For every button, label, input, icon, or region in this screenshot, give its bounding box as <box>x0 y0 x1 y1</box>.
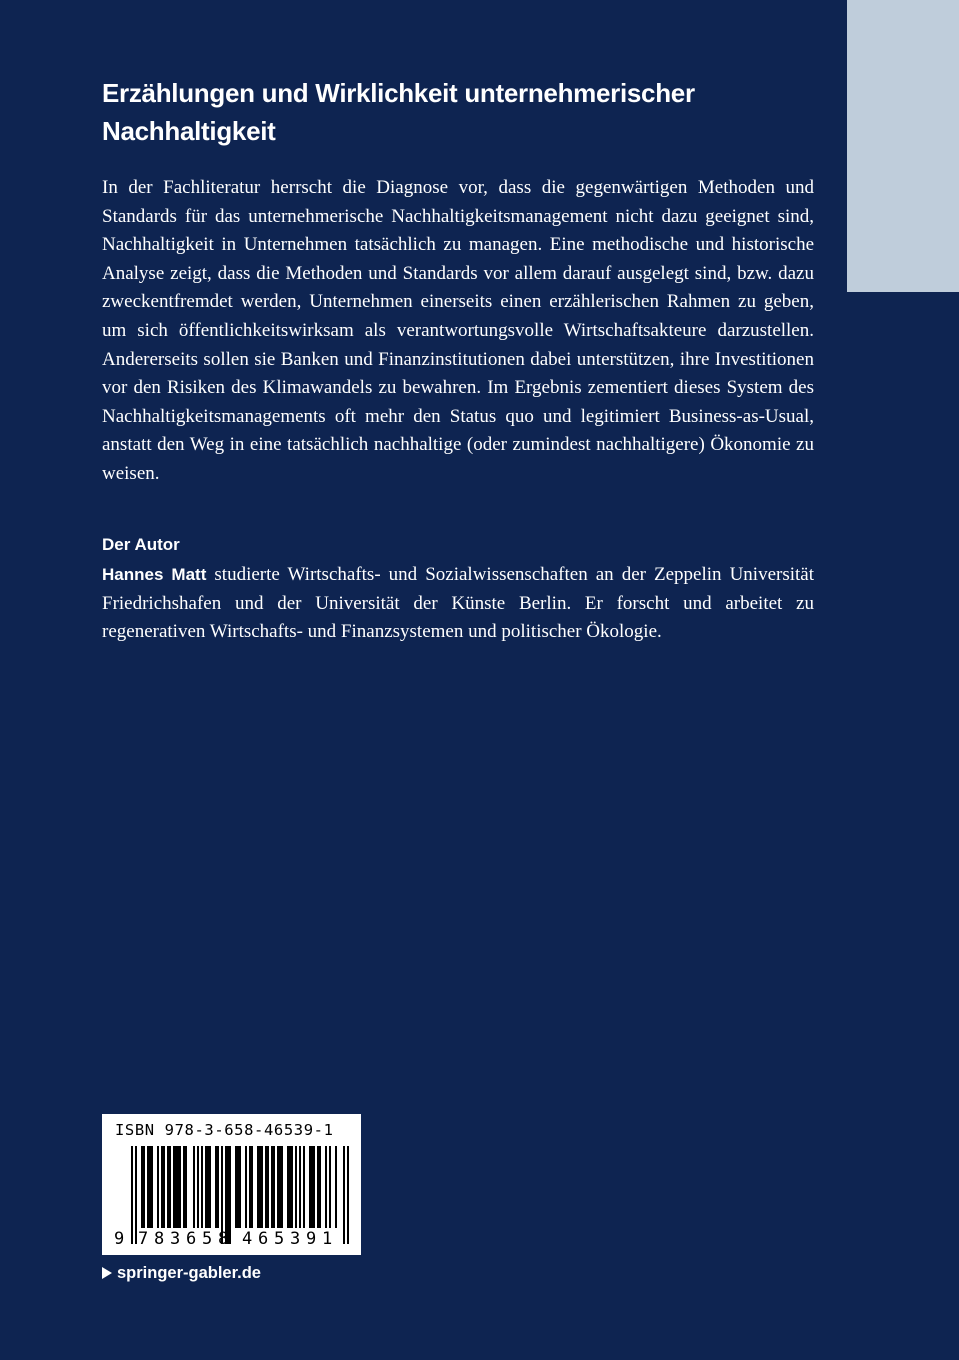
website-label: springer-gabler.de <box>117 1264 261 1282</box>
barcode-digit: 3 <box>170 1229 181 1249</box>
arrow-right-icon <box>102 1267 112 1279</box>
barcode-digits <box>102 1114 361 1255</box>
barcode-digit: 4 <box>242 1229 253 1249</box>
publisher-website-link[interactable] <box>102 1262 261 1284</box>
barcode-digit: 8 <box>218 1229 229 1249</box>
decorative-side-block <box>847 0 959 292</box>
isbn-barcode <box>102 1114 361 1255</box>
barcode-digit: 5 <box>202 1229 213 1249</box>
barcode-digit: 1 <box>322 1229 333 1249</box>
barcode-digit: 7 <box>138 1229 149 1249</box>
barcode-digit: 3 <box>290 1229 301 1249</box>
author-bio-text: studierte Wirtschafts- und Sozialwissenschaften an der Zeppelin Universität Friedrichshafen und der Universität der Künste Berlin. Er forscht und arbeitet zu regenerativen Wirtschafts- und Finanzsystemen und politischer Ökologie. <box>102 564 814 643</box>
barcode-digit: 5 <box>274 1229 285 1249</box>
book-blurb: In der Fachliteratur herrscht die Diagnose vor, dass die gegenwärtigen Methoden und Standards für das unternehmerische Nachhaltigkeitsmanagement nicht dazu geeignet sind, Nachhaltigkeit in Unternehmen tatsächlich zu managen. Eine methodische und historische Analyse zeigt, dass die Methoden und Standards vor allem darauf ausgelegt sind, bzw. dazu zweckentfremdet werden, Unternehmen einerseits einen erzählerischen Rahmen zu geben, um sich öffentlichkeitswirksam als verantwortungsvolle Wirtschaftsakteure darzustellen. Andererseits sollen sie Banken und Finanzinstitutionen dabei unterstützen, ihre Investitionen vor den Risiken des Klimawandels zu bewahren. Im Ergebnis zementiert dieses System des Nachhaltigkeitsmanagements oft mehr den Status quo und legitimiert Business-as-Usual, anstatt den Weg in eine tatsächlich nachhaltige (oder zumindest nachhaltigere) Ökonomie zu weisen. <box>102 177 814 484</box>
book-title-line-2: Nachhaltigkeit <box>102 116 276 146</box>
author-bio <box>102 561 814 647</box>
barcode-digit: 8 <box>154 1229 165 1249</box>
book-title-line-1: Erzählungen und Wirklichkeit unternehmerischer <box>102 78 695 108</box>
book-title <box>102 74 802 150</box>
author-heading: Der Autor <box>102 535 180 554</box>
barcode-digit: 9 <box>114 1229 125 1249</box>
author-name: Hannes Matt <box>102 565 207 584</box>
barcode-digit: 6 <box>186 1229 197 1249</box>
barcode-digit: 6 <box>258 1229 269 1249</box>
barcode-digit: 9 <box>306 1229 317 1249</box>
isbn-label: ISBN 978-3-658-46539-1 <box>115 1121 334 1139</box>
